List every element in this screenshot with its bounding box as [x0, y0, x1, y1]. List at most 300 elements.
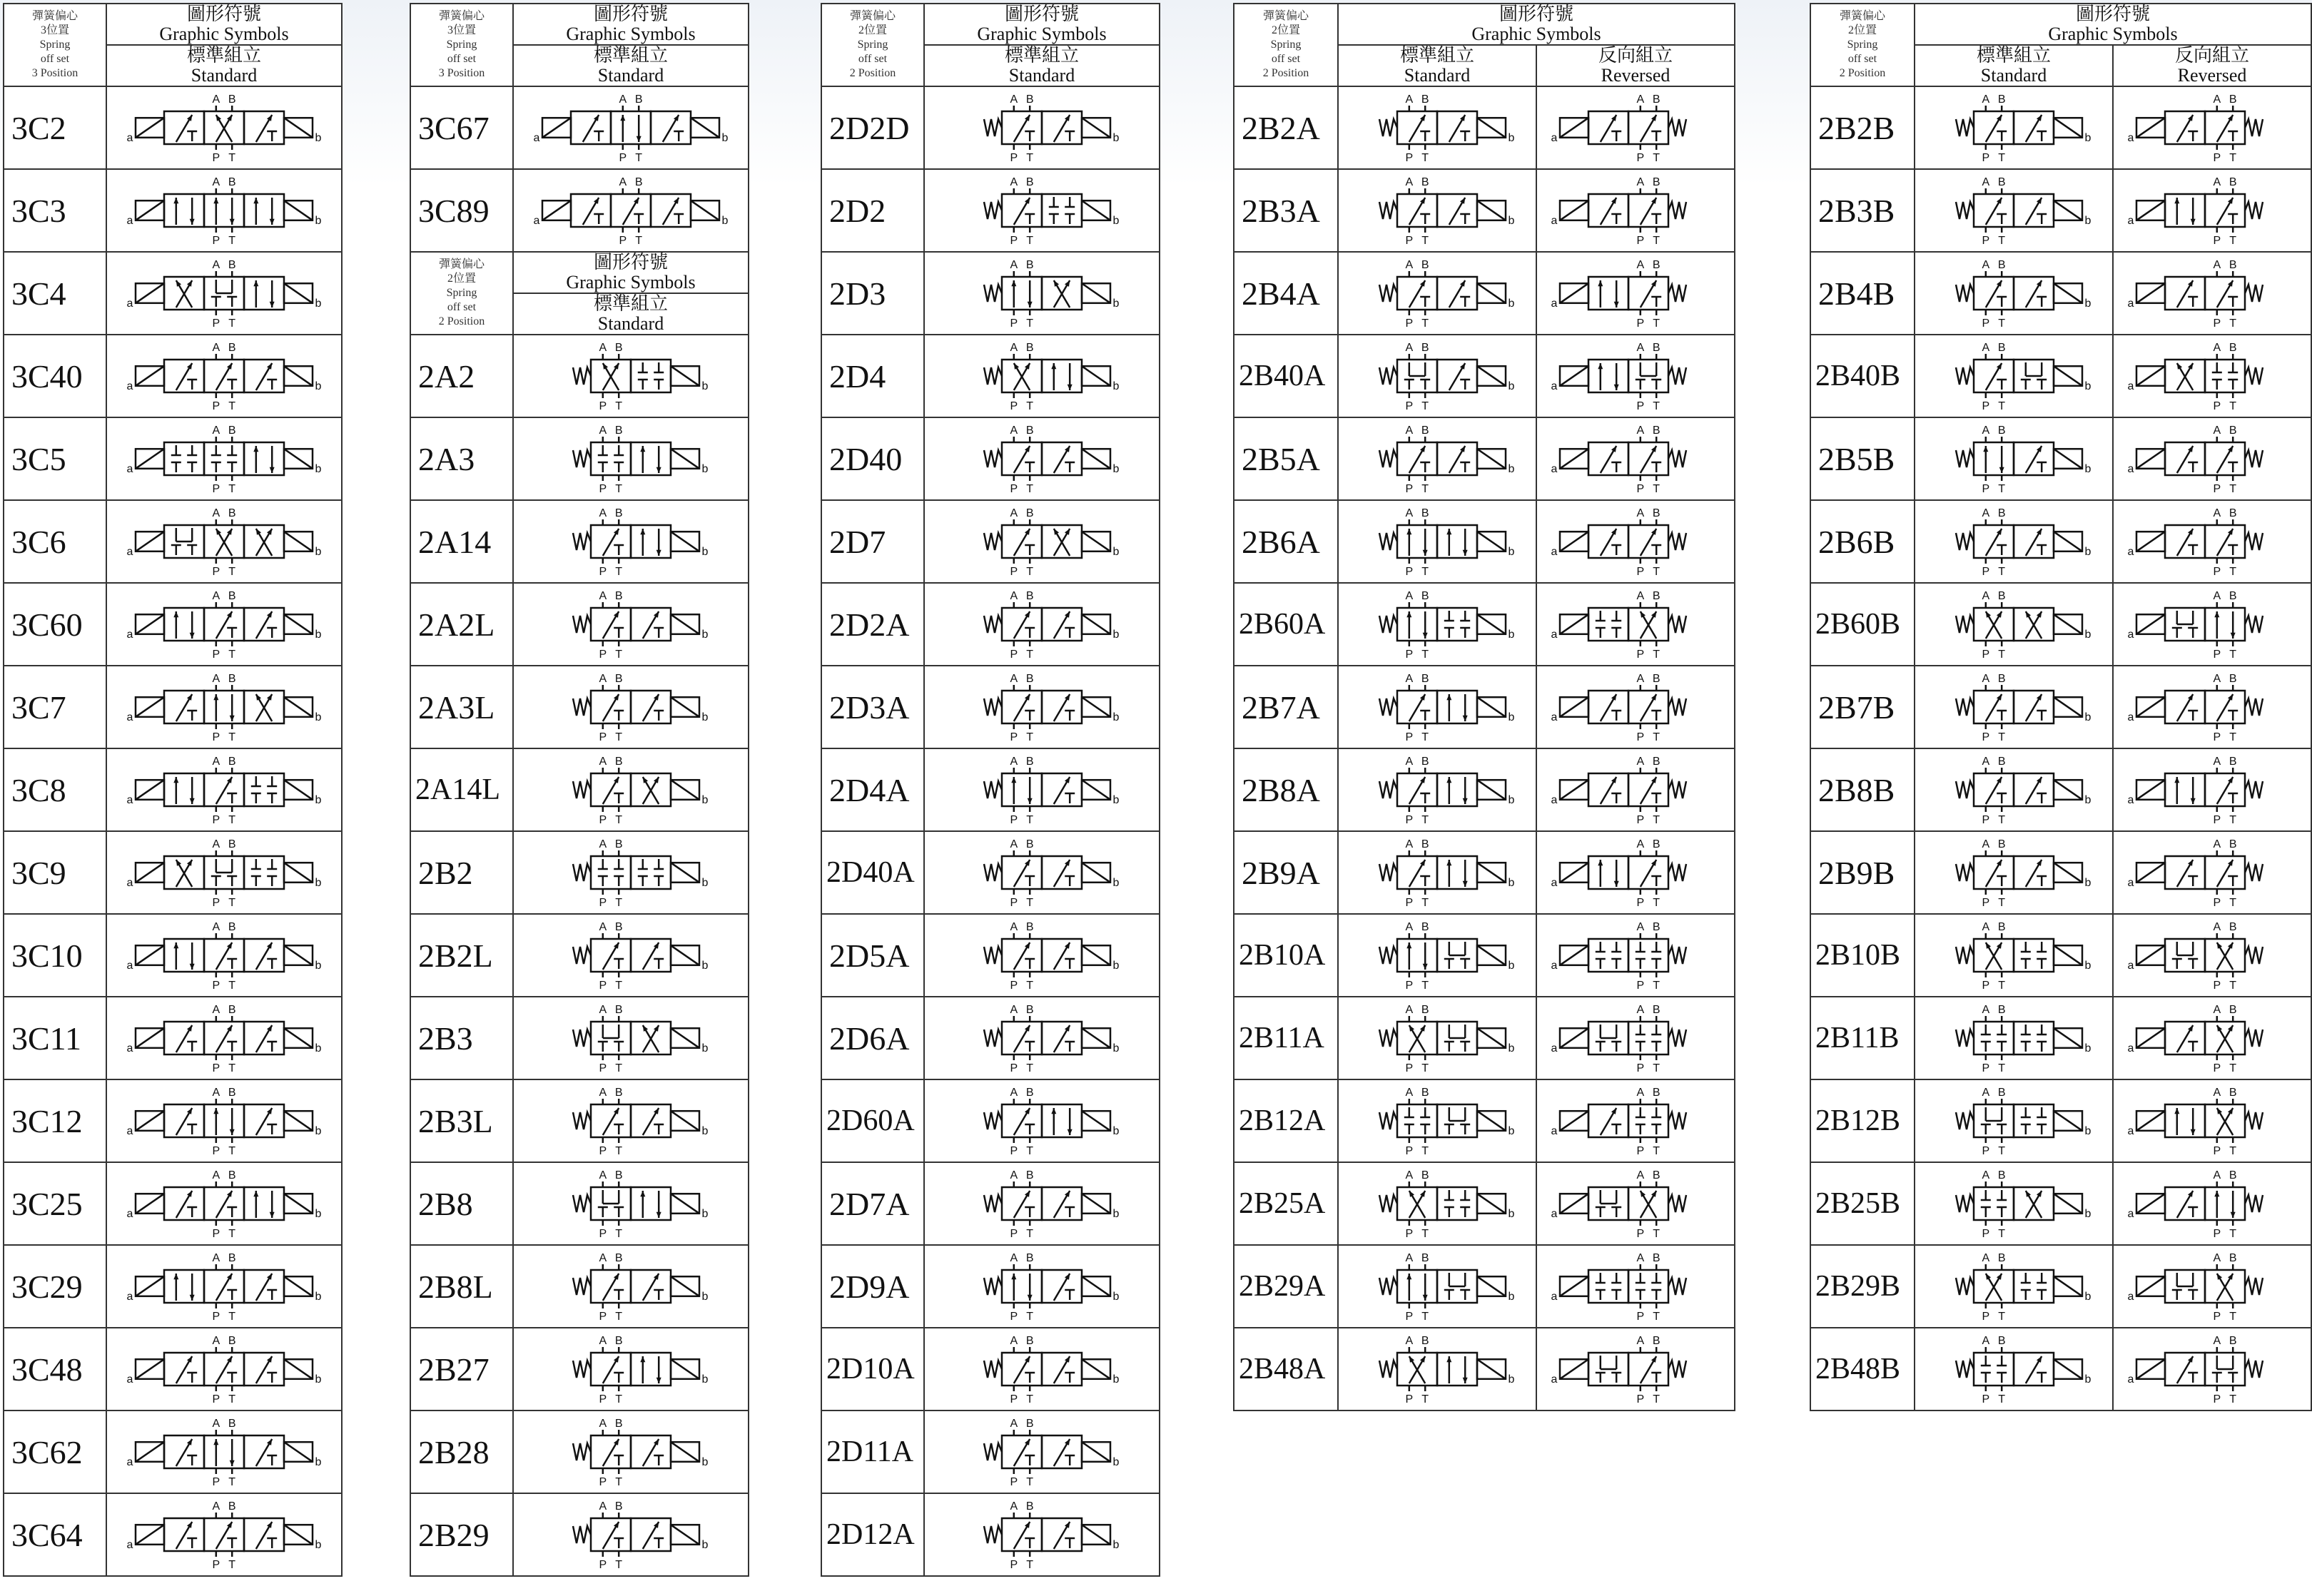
table-2a-2b-series [410, 3, 749, 1577]
port-a-label: A [1405, 507, 1414, 519]
model-code: 3C10 [4, 914, 106, 997]
table-row [1810, 252, 2311, 335]
port-p-label: P [599, 731, 607, 743]
solenoid-b-label: b [315, 1125, 322, 1137]
port-p-label: P [1982, 1393, 1990, 1406]
solenoid-b-label: b [2084, 463, 2092, 475]
table-row [1810, 1162, 2311, 1245]
port-a-label: A [2213, 673, 2221, 685]
port-p-label: P [599, 814, 607, 826]
port-p-label: P [1636, 235, 1645, 247]
valve-symbol-icon [1917, 1330, 2110, 1408]
solenoid-a-label: a [126, 132, 133, 144]
port-a-label: A [1982, 507, 1990, 519]
standard-symbol-cell [513, 914, 749, 997]
table-row [4, 417, 342, 500]
standard-symbol-cell [1915, 666, 2113, 748]
port-t-label: T [1998, 980, 2006, 992]
port-p-label: P [1405, 1311, 1414, 1323]
valve-symbol-icon [1341, 668, 1533, 746]
port-p-label: P [1636, 980, 1645, 992]
standard-symbol-cell [513, 169, 749, 252]
solenoid-a-label: a [126, 380, 133, 392]
port-a-label: A [1010, 342, 1018, 354]
port-t-label: T [615, 1393, 623, 1406]
port-b-label: B [1025, 1252, 1034, 1264]
port-p-label: P [212, 1476, 220, 1488]
port-b-label: B [1652, 673, 1661, 685]
valve-symbol-icon [110, 1164, 338, 1243]
valve-symbol-icon [1539, 254, 1732, 332]
valve-symbol-icon [2116, 999, 2308, 1077]
port-b-label: B [614, 1004, 623, 1016]
port-p-label: P [599, 483, 607, 495]
valve-symbol-icon [928, 751, 1156, 829]
valve-symbol-icon [1539, 751, 1732, 829]
solenoid-b-label: b [315, 546, 322, 558]
port-b-label: B [1421, 1004, 1429, 1016]
model-code: 2B6A [1234, 500, 1338, 583]
solenoid-b-label: b [1112, 215, 1120, 227]
solenoid-a-label: a [126, 1456, 133, 1468]
table-row [1810, 500, 2311, 583]
solenoid-a-label: a [1551, 463, 1558, 475]
port-b-label: B [1652, 838, 1661, 850]
port-p-label: P [599, 980, 607, 992]
port-b-label: B [228, 507, 236, 519]
solenoid-b-label: b [315, 1539, 322, 1551]
standard-symbol-cell [513, 583, 749, 666]
port-t-label: T [228, 152, 236, 164]
port-a-label: A [1405, 259, 1414, 271]
port-t-label: T [2229, 1228, 2237, 1240]
port-p-label: P [2213, 483, 2221, 495]
valve-symbol-icon [1917, 916, 2110, 995]
reversed-symbol-cell [1536, 252, 1735, 335]
valve-symbol-icon [517, 420, 745, 498]
valve-symbol-icon [928, 88, 1156, 167]
valve-symbol-icon [1539, 916, 1732, 995]
valve-symbol-icon [928, 916, 1156, 995]
port-t-label: T [1653, 400, 1661, 412]
standard-symbol-cell [1915, 1079, 2113, 1162]
port-a-label: A [1405, 1169, 1414, 1181]
standard-symbol-cell [924, 252, 1160, 335]
reversed-symbol-cell [1536, 583, 1735, 666]
valve-symbol-icon [1341, 88, 1533, 167]
standard-symbol-cell [513, 1493, 749, 1576]
port-t-label: T [1026, 152, 1034, 164]
port-t-label: T [1026, 731, 1034, 743]
valve-symbol-icon [110, 1082, 338, 1160]
valve-symbol-icon [1917, 1082, 2110, 1160]
port-b-label: B [614, 507, 623, 519]
valve-symbol-icon [1341, 254, 1533, 332]
port-t-label: T [228, 980, 236, 992]
port-a-label: A [2213, 1169, 2221, 1181]
table-row [4, 748, 342, 831]
port-b-label: B [1997, 673, 2006, 685]
model-code: 2B10A [1234, 914, 1338, 997]
table-row [821, 252, 1160, 335]
solenoid-b-label: b [1508, 298, 1515, 310]
table-row [1810, 1328, 2311, 1411]
table-row [4, 1411, 342, 1493]
port-b-label: B [2229, 1335, 2237, 1347]
reversed-symbol-cell [1536, 666, 1735, 748]
valve-symbol-icon [1917, 833, 2110, 912]
port-a-label: A [212, 1335, 220, 1347]
valve-symbol-icon [1917, 337, 2110, 415]
port-p-label: P [1010, 483, 1018, 495]
port-p-label: P [1405, 235, 1414, 247]
port-t-label: T [1421, 400, 1429, 412]
valve-symbol-icon [2116, 1330, 2308, 1408]
port-a-label: A [1636, 1252, 1645, 1264]
port-p-label: P [619, 152, 627, 164]
solenoid-b-label: b [1508, 380, 1515, 392]
port-t-label: T [1421, 649, 1429, 661]
model-code: 2B4B [1810, 252, 1915, 335]
model-code: 3C9 [4, 831, 106, 914]
port-a-label: A [1636, 590, 1645, 602]
port-b-label: B [228, 1500, 236, 1513]
port-t-label: T [1653, 566, 1661, 578]
port-t-label: T [228, 731, 236, 743]
table-row [410, 417, 749, 500]
solenoid-a-label: a [2127, 215, 2134, 227]
port-p-label: P [1010, 1559, 1018, 1571]
solenoid-a-label: a [533, 132, 540, 144]
port-a-label: A [1010, 425, 1018, 437]
port-b-label: B [2229, 425, 2237, 437]
port-p-label: P [212, 649, 220, 661]
table-row [4, 1162, 342, 1245]
port-b-label: B [1652, 507, 1661, 519]
standard-symbol-cell [106, 666, 342, 748]
valve-symbol-icon [1341, 1247, 1533, 1326]
table-row [4, 500, 342, 583]
port-b-label: B [1652, 1252, 1661, 1264]
model-code: 2A2 [410, 335, 513, 417]
port-a-label: A [1982, 1335, 1990, 1347]
port-p-label: P [1010, 1311, 1018, 1323]
valve-symbol-icon [110, 171, 338, 250]
solenoid-a-label: a [2127, 298, 2134, 310]
solenoid-b-label: b [701, 546, 709, 558]
table-row [1810, 831, 2311, 914]
standard-symbol-cell [1915, 914, 2113, 997]
port-a-label: A [599, 1500, 607, 1513]
model-code: 2B11B [1810, 997, 1915, 1079]
port-t-label: T [1421, 897, 1429, 909]
valve-symbol-icon [517, 1330, 745, 1408]
port-t-label: T [228, 566, 236, 578]
solenoid-a-label: a [1551, 960, 1558, 972]
port-p-label: P [599, 1476, 607, 1488]
port-p-label: P [1010, 317, 1018, 330]
port-t-label: T [1026, 1559, 1034, 1571]
port-b-label: B [2229, 756, 2237, 768]
port-a-label: A [619, 176, 627, 188]
port-b-label: B [1997, 590, 2006, 602]
port-p-label: P [212, 566, 220, 578]
model-code: 2B28 [410, 1411, 513, 1493]
port-t-label: T [615, 980, 623, 992]
standard-symbol-cell [513, 1411, 749, 1493]
solenoid-a-label: a [2127, 1373, 2134, 1386]
port-b-label: B [1025, 259, 1034, 271]
solenoid-a-label: a [1551, 1291, 1558, 1303]
port-b-label: B [1025, 1087, 1034, 1099]
port-b-label: B [1421, 259, 1429, 271]
port-t-label: T [1421, 1145, 1429, 1157]
port-b-label: B [1025, 756, 1034, 768]
solenoid-b-label: b [1112, 794, 1120, 806]
header-spring-offset: 彈簧偏心 2位置 Spring off set 2 Position [1810, 4, 1915, 86]
port-b-label: B [228, 1087, 236, 1099]
header-spring-offset-2pos: 彈簧偏心 2位置 Spring off set 2 Position [410, 252, 513, 335]
solenoid-b-label: b [315, 215, 322, 227]
table-row [821, 914, 1160, 997]
port-t-label: T [1998, 483, 2006, 495]
port-t-label: T [228, 1476, 236, 1488]
model-code: 2B9B [1810, 831, 1915, 914]
port-a-label: A [599, 673, 607, 685]
solenoid-b-label: b [315, 132, 322, 144]
port-a-label: A [1982, 93, 1990, 106]
port-t-label: T [615, 814, 623, 826]
header-graphic-symbols: 圖形符號 Graphic Symbols [1915, 4, 2311, 45]
valve-symbol-icon [1539, 1082, 1732, 1160]
valve-symbol-icon [517, 585, 745, 664]
solenoid-b-label: b [2084, 132, 2092, 144]
model-code: 2D5A [821, 914, 924, 997]
port-p-label: P [2213, 1062, 2221, 1074]
standard-symbol-cell [513, 1079, 749, 1162]
table-row [4, 666, 342, 748]
table-row [1234, 748, 1735, 831]
port-b-label: B [1025, 342, 1034, 354]
solenoid-b-label: b [2084, 1042, 2092, 1054]
table-row [821, 1493, 1160, 1576]
solenoid-b-label: b [701, 877, 709, 889]
solenoid-b-label: b [1112, 132, 1120, 144]
port-b-label: B [1652, 425, 1661, 437]
port-b-label: B [1997, 507, 2006, 519]
table-row [1234, 914, 1735, 997]
table-row [410, 1245, 749, 1328]
valve-symbol-icon [1539, 1164, 1732, 1243]
table-row [821, 169, 1160, 252]
port-b-label: B [2229, 1252, 2237, 1264]
solenoid-b-label: b [315, 794, 322, 806]
port-t-label: T [228, 483, 236, 495]
port-b-label: B [614, 1335, 623, 1347]
header-standard: 標準組立 Standard [924, 45, 1160, 86]
port-a-label: A [1010, 838, 1018, 850]
port-b-label: B [614, 425, 623, 437]
port-p-label: P [2213, 731, 2221, 743]
port-a-label: A [599, 1252, 607, 1264]
table-row [1234, 1162, 1735, 1245]
port-a-label: A [1982, 921, 1990, 933]
port-a-label: A [212, 425, 220, 437]
port-a-label: A [1636, 93, 1645, 106]
port-b-label: B [1421, 1252, 1429, 1264]
port-p-label: P [212, 400, 220, 412]
reversed-symbol-cell [2113, 666, 2311, 748]
valve-symbol-icon [928, 254, 1156, 332]
port-t-label: T [1998, 1311, 2006, 1323]
reversed-symbol-cell [2113, 500, 2311, 583]
solenoid-b-label: b [1112, 711, 1120, 723]
port-a-label: A [1636, 673, 1645, 685]
header-standard-2: 標準組立 Standard [513, 293, 749, 335]
port-a-label: A [1636, 1004, 1645, 1016]
port-p-label: P [1982, 152, 1990, 164]
reversed-symbol-cell [2113, 831, 2311, 914]
port-b-label: B [1025, 1500, 1034, 1513]
table-row [1234, 500, 1735, 583]
valve-symbol-icon [1917, 999, 2110, 1077]
port-a-label: A [1010, 1335, 1018, 1347]
header-standard: 標準組立 Standard [1338, 45, 1536, 86]
model-code: 3C25 [4, 1162, 106, 1245]
port-p-label: P [1010, 152, 1018, 164]
standard-symbol-cell [106, 335, 342, 417]
port-b-label: B [614, 673, 623, 685]
port-b-label: B [614, 1252, 623, 1264]
reversed-symbol-cell [2113, 748, 2311, 831]
solenoid-b-label: b [2084, 546, 2092, 558]
port-t-label: T [2229, 814, 2237, 826]
standard-symbol-cell [513, 666, 749, 748]
port-b-label: B [1025, 93, 1034, 106]
port-a-label: A [1982, 756, 1990, 768]
port-a-label: A [2213, 756, 2221, 768]
model-code: 2D11A [821, 1411, 924, 1493]
port-p-label: P [1010, 649, 1018, 661]
port-p-label: P [212, 235, 220, 247]
port-b-label: B [1421, 1169, 1429, 1181]
port-a-label: A [1982, 259, 1990, 271]
valve-symbol-icon [928, 999, 1156, 1077]
valve-symbol-icon [1917, 88, 2110, 167]
model-code: 2B12A [1234, 1079, 1338, 1162]
solenoid-a-label: a [126, 463, 133, 475]
standard-symbol-cell [924, 335, 1160, 417]
port-p-label: P [1010, 897, 1018, 909]
reversed-symbol-cell [2113, 169, 2311, 252]
port-t-label: T [635, 235, 643, 247]
port-b-label: B [228, 93, 236, 106]
standard-symbol-cell [924, 914, 1160, 997]
port-b-label: B [2229, 1087, 2237, 1099]
port-a-label: A [599, 1418, 607, 1430]
solenoid-a-label: a [2127, 960, 2134, 972]
port-t-label: T [1026, 483, 1034, 495]
standard-symbol-cell [513, 997, 749, 1079]
solenoid-b-label: b [701, 1125, 709, 1137]
port-p-label: P [2213, 814, 2221, 826]
standard-symbol-cell [106, 1162, 342, 1245]
table-2d-series [821, 3, 1160, 1577]
port-t-label: T [1998, 897, 2006, 909]
port-t-label: T [1026, 1476, 1034, 1488]
standard-symbol-cell [924, 1079, 1160, 1162]
solenoid-a-label: a [533, 215, 540, 227]
solenoid-b-label: b [1112, 629, 1120, 641]
solenoid-a-label: a [126, 960, 133, 972]
standard-symbol-cell [106, 583, 342, 666]
solenoid-b-label: b [2084, 298, 2092, 310]
standard-symbol-cell [924, 1411, 1160, 1493]
solenoid-a-label: a [2127, 711, 2134, 723]
port-p-label: P [1982, 235, 1990, 247]
reversed-symbol-cell [1536, 748, 1735, 831]
table-row [410, 1493, 749, 1576]
header-graphic-symbols: 圖形符號 Graphic Symbols [924, 4, 1160, 45]
port-p-label: P [1636, 317, 1645, 330]
table-row [4, 914, 342, 997]
solenoid-b-label: b [2084, 711, 2092, 723]
model-code: 2B25A [1234, 1162, 1338, 1245]
table-row [1234, 1079, 1735, 1162]
port-a-label: A [1405, 342, 1414, 354]
solenoid-a-label: a [1551, 794, 1558, 806]
valve-symbol-icon [1539, 833, 1732, 912]
model-code: 3C29 [4, 1245, 106, 1328]
standard-symbol-cell [1338, 583, 1536, 666]
valve-symbol-icon [2116, 1082, 2308, 1160]
port-a-label: A [1010, 507, 1018, 519]
valve-symbol-icon [928, 1330, 1156, 1408]
port-b-label: B [228, 1004, 236, 1016]
reversed-symbol-cell [1536, 831, 1735, 914]
port-t-label: T [1421, 980, 1429, 992]
port-a-label: A [1982, 1004, 1990, 1016]
solenoid-b-label: b [1508, 960, 1515, 972]
solenoid-b-label: b [1112, 298, 1120, 310]
solenoid-b-label: b [701, 960, 709, 972]
solenoid-a-label: a [1551, 1042, 1558, 1054]
table-row [4, 1493, 342, 1576]
port-a-label: A [1982, 176, 1990, 188]
standard-symbol-cell [513, 1328, 749, 1411]
table-row [1810, 583, 2311, 666]
port-a-label: A [1010, 590, 1018, 602]
valve-symbol-icon [928, 420, 1156, 498]
header-spring-offset: 彈簧偏心 3位置 Spring off set 3 Position [4, 4, 106, 86]
standard-symbol-cell [1338, 1079, 1536, 1162]
valve-symbol-icon [110, 668, 338, 746]
port-a-label: A [1636, 176, 1645, 188]
port-p-label: P [2213, 980, 2221, 992]
port-b-label: B [1997, 921, 2006, 933]
port-b-label: B [1652, 342, 1661, 354]
port-t-label: T [1026, 1145, 1034, 1157]
standard-symbol-cell [1915, 748, 2113, 831]
port-b-label: B [2229, 93, 2237, 106]
standard-symbol-cell [1338, 1162, 1536, 1245]
table-row [1810, 748, 2311, 831]
port-a-label: A [2213, 921, 2221, 933]
standard-symbol-cell [1915, 500, 2113, 583]
standard-symbol-cell [106, 748, 342, 831]
standard-symbol-cell [1915, 1162, 2113, 1245]
port-p-label: P [1982, 1062, 1990, 1074]
